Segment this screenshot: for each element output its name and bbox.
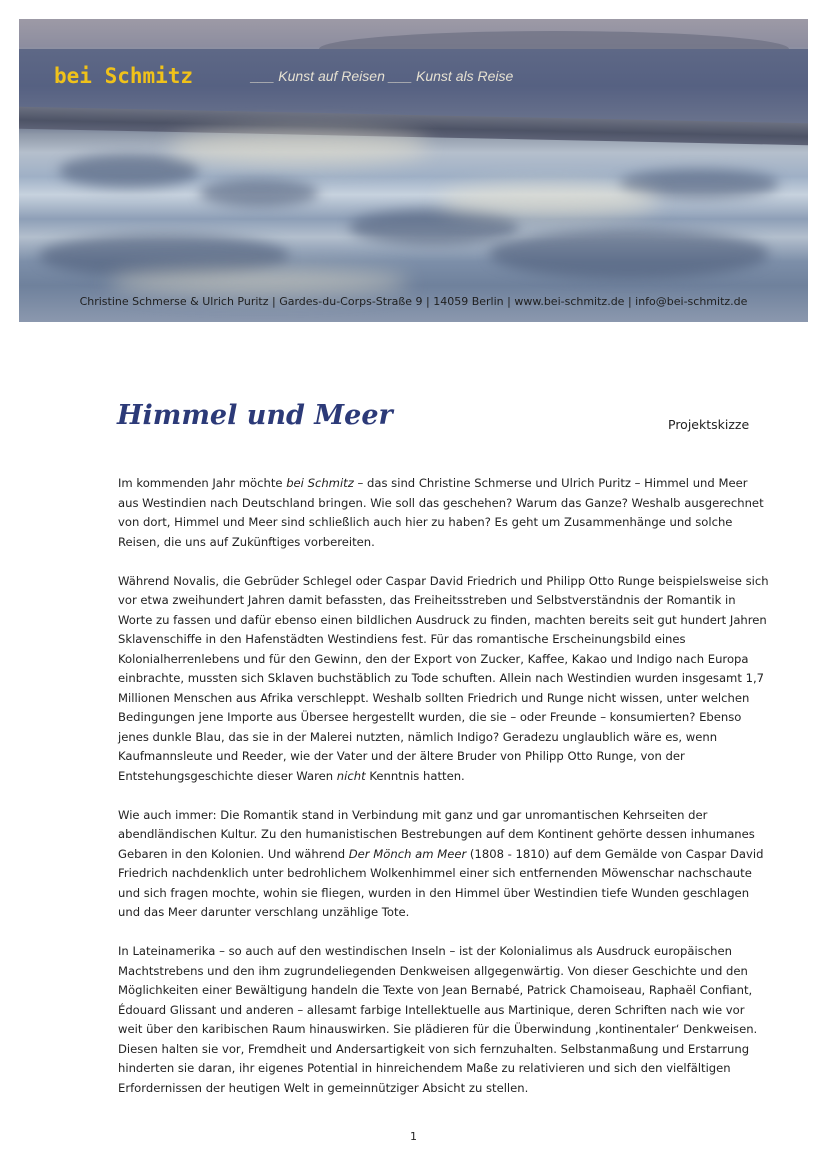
document-subtitle: Projektskizze	[668, 417, 750, 432]
page-number: 1	[410, 1130, 417, 1143]
emphasis: bei Schmitz	[286, 476, 354, 490]
paragraph	[118, 806, 770, 923]
document-title: Himmel und Meer	[117, 400, 393, 431]
emphasis: nicht	[336, 768, 366, 783]
sky-glow	[169, 129, 429, 165]
sky-glow	[109, 269, 409, 295]
emphasis: Der Mönch am Meer	[348, 846, 467, 861]
distant-island	[319, 31, 789, 49]
text-run: Im kommenden Jahr möchte	[118, 476, 287, 490]
text-run: (1808 - 1810) auf dem Gemälde von Caspar David Friedrich nachdenklich unter bedrohlichem Wolkenhimmel einer sich entfernenden Möwenschar nachschaute und sich fragen mochte, wohin sie fliegen, wurden in den Himmel über Westindien tiefe Wunden geschlagen und das Meer darunter verschlang unzählige Tote.	[118, 846, 764, 919]
text-run: In Lateinamerika – so auch auf den westindischen Inseln – ist der Kolonialimus als Ausdruck europäischen Machtstrebens und den ihm zugrundeliegenden Denkweisen allgegenwärtig. Von dieser Geschichte und den Möglichkeiten einer Bewältigung handeln die Texte von Jean Bernabé, Patrick Chamoiseau, Raphaël Confiant, Édouard Glissant und anderen – allesamt farbige Intellektuelle aus Martinique, deren Schriften nach wie vor weit über den karibischen Raum hinauswirken. Sie plädieren für die Überwindung ‚kontinentaler‘ Denkweisen. Diesen halten sie vor, Fremdheit und Andersartigkeit von sich fernzuhalten. Selbstanmaßung und Erstarrung hinderten sie daran, ihr eigenes Potential in hinreichendem Maße zu relativieren und sich den vielfältigen Erfordernissen der heutigen Welt in gemeinnütziger Absicht zu stellen.	[118, 944, 758, 1095]
paragraph	[118, 942, 770, 1098]
text-run: Wie auch immer: Die Romantik stand in Verbindung mit ganz und gar unromantischen Kehrseiten der abendländischen Kultur. Zu den humanistischen Bestrebungen auf dem Kontinent gehörte dessen inhumanes Gebaren in den Kolonien. Und während	[118, 807, 755, 861]
text-run: Kenntnis hatten.	[365, 768, 465, 783]
brand-logo: bei Schmitz	[54, 64, 194, 88]
text-run: – das sind Christine Schmerse und Ulrich Puritz – Himmel und Meer aus Westindien nach Deutschland bringen. Wie soll das geschehen? Warum das Ganze? Weshalb ausgerechnet von dort, Himmel und Meer sind schließlich auch hier zu haben? Es geht um Zusammenhänge und solche Reisen, die uns auf Zukünftiges vorbereiten.	[118, 476, 764, 549]
tagline: ___ Kunst auf Reisen ___ Kunst als Reise	[251, 68, 514, 84]
text-run: Während Novalis, die Gebrüder Schlegel oder Caspar David Friedrich und Philipp Otto Runge beispielsweise sich vor etwa zweihundert Jahren damit befassten, das Freiheitsstreben und Selbstverständnis der Romantik in Worte zu fassen und dafür ebenso einen bildlichen Ausdruck zu finden, machten bereits seit gut hundert Jahren Sklavenschiffe in den Hafenstädten Westindiens fest. Für das romantische Erscheinungsbild eines Kolonialherrenlebens und für den Gewinn, den der Export von Zucker, Kaffee, Kakao und Indigo nach Europa einbrachte, mussten sich Sklaven buchstäblich zu Tode schuften. Allein nach Westindien wurden insgesamt 1,7 Millionen Menschen aus Afrika verschleppt. Weshalb sollten Friedrich und Runge nicht wissen, unter welchen Bedingungen jene Importe aus Übersee hergestellt wurden, die sie – oder Freunde – konsumierten? Ebenso jenes dunkle Blau, das sie in der Malerei nutzten, nämlich Indigo? Geradezu unglaublich wäre es, wenn Kaufmannsleute und Reeder, wie der Vater und der ältere Bruder von Philipp Otto Runge, von der Entstehungsgeschichte dieser Waren	[118, 573, 769, 783]
cloud-reflection	[59, 154, 199, 188]
body-text	[118, 474, 770, 1118]
cloud-reflection	[199, 179, 319, 207]
header-banner	[19, 19, 808, 322]
address-line: Christine Schmerse & Ulrich Puritz | Gardes-du-Corps-Straße 9 | 14059 Berlin | www.bei-schmitz.de | info@bei-schmitz.de	[79, 295, 748, 308]
cloud-reflection	[489, 229, 769, 279]
sky-glow	[439, 184, 659, 218]
paragraph	[118, 474, 770, 552]
paragraph	[118, 572, 770, 787]
